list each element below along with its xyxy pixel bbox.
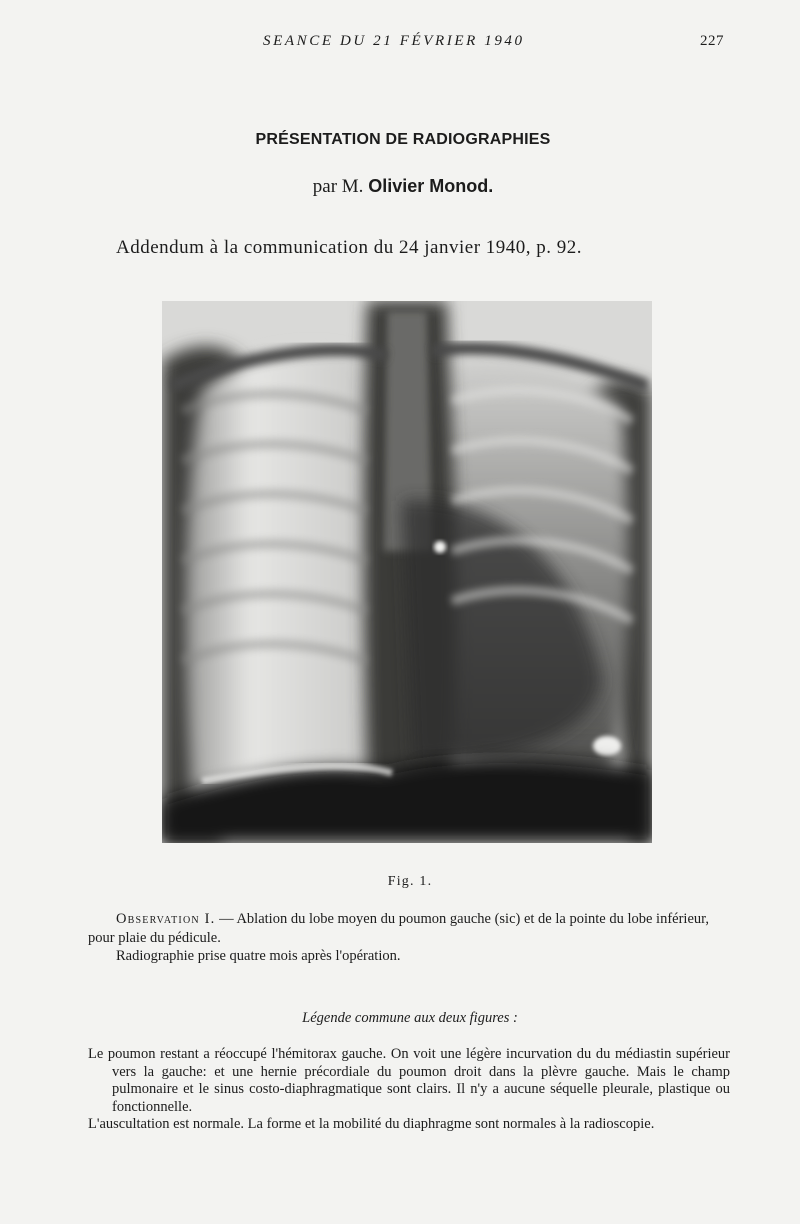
- observation-block: [88, 910, 730, 966]
- addendum-note: Addendum à la communication du 24 janvier 1940, p. 92.: [116, 237, 583, 258]
- byline: [0, 176, 800, 198]
- legend-paragraph: L'auscultation est normale. La forme et la mobilité du diaphragme sont normales à la radioscopie.: [88, 1116, 655, 1132]
- article-title: PRÉSENTATION DE RADIOGRAPHIES: [255, 131, 551, 148]
- observation-note: Radiographie prise quatre mois après l'opération.: [116, 948, 401, 964]
- byline-prefix: par M.: [312, 176, 364, 197]
- page-number: 227: [700, 33, 724, 49]
- figure-caption: Fig. 1.: [387, 874, 433, 889]
- legend-body: [88, 1046, 730, 1134]
- observation-paragraph: [88, 910, 730, 947]
- chest-radiograph-image: [162, 301, 652, 843]
- legend-title: Légende commune aux deux figures :: [302, 1010, 518, 1026]
- running-title: SEANCE DU 21 FÉVRIER 1940: [263, 33, 525, 49]
- observation-label: Observation I.: [116, 911, 216, 927]
- observation-text: — Ablation du lobe moyen du poumon gauche (sic) et de la pointe du lobe inférieur, pour plaie du pédicule.: [88, 911, 710, 946]
- running-header: [0, 33, 800, 53]
- legend-paragraph: Le poumon restant a réoccupé l'hémitorax gauche. On voit une légère incurvation du du médiastin supérieur vers la gauche: et une hernie précordiale du poumon droit dans la plèvre gauche. Mais le champ pulmonaire et le sinus costo-diaphragmatique sont clairs. Il n'y a aucune séquelle pleurale, plastique ou fonctionnelle.: [88, 1046, 730, 1115]
- author-name: Olivier Monod.: [368, 176, 494, 196]
